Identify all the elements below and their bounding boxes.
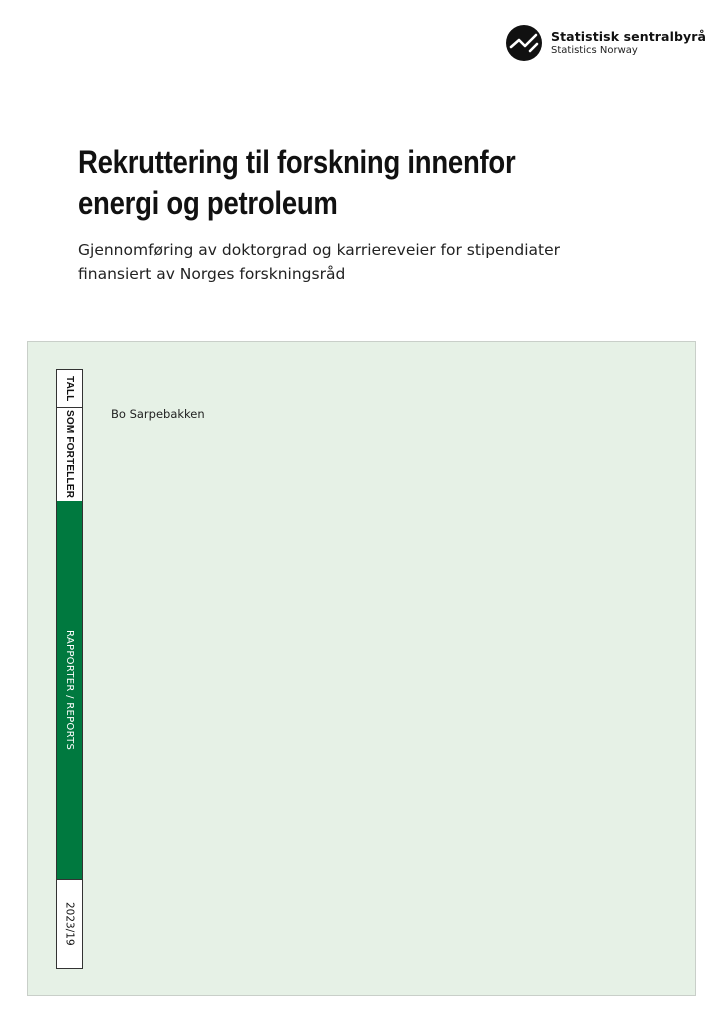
logo-text [551, 30, 706, 57]
logo-name-norwegian: Statistisk sentralbyrå [551, 28, 707, 44]
series-number-label: 2023/19 [63, 901, 76, 946]
logo-name-english: Statistics Norway [551, 45, 638, 57]
document-title: Rekruttering til forskning innenfor energi og petroleum [78, 144, 516, 221]
series-tag-tall-label: TALL [64, 375, 75, 402]
series-tag-som-forteller [57, 408, 82, 501]
document-subtitle: Gjennomføring av doktorgrad og karriereveier for stipendiater finansiert av Norges forskningsråd [78, 241, 561, 283]
series-strip [56, 369, 83, 969]
series-category-label: RAPPORTER / REPORTS [64, 629, 75, 751]
ssb-logo [506, 25, 706, 61]
series-tag-som-forteller-label: SOM FORTELLER [64, 410, 75, 499]
series-tag-tall [57, 370, 82, 408]
cover-panel [27, 341, 696, 996]
author-name: Bo Sarpebakken [111, 407, 205, 421]
series-category [57, 501, 82, 879]
ssb-logo-icon [506, 25, 542, 61]
series-number [57, 879, 82, 967]
